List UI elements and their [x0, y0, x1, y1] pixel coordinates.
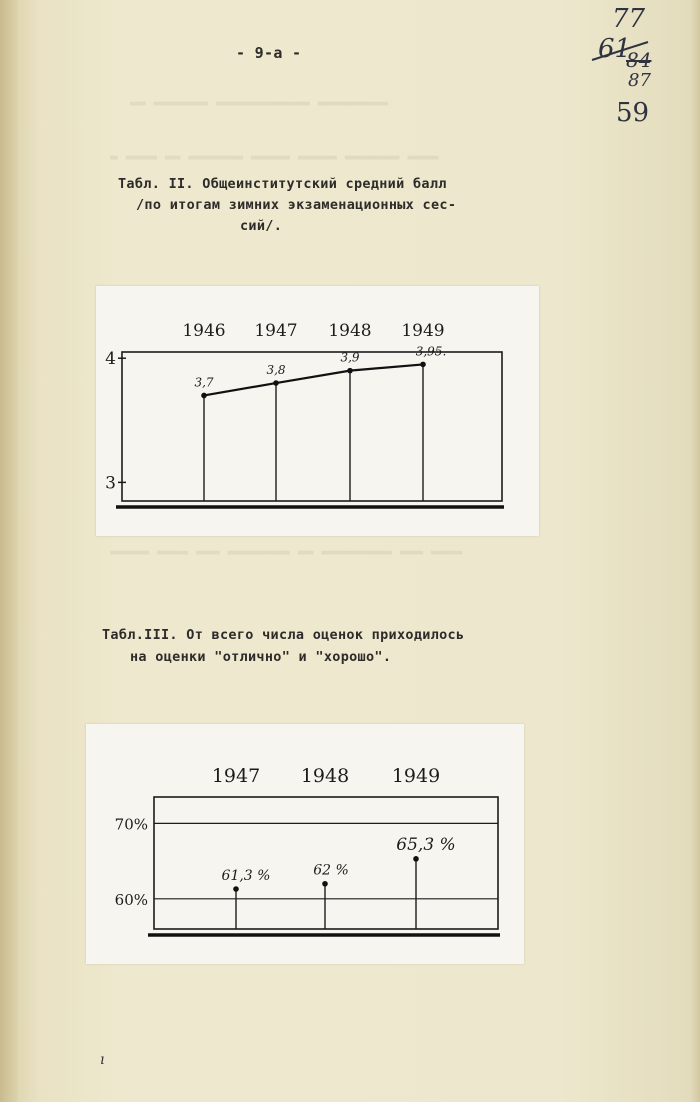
x-category-label: 1948: [300, 765, 350, 787]
show-through-text: ▬ ▬▬▬▬ ▬▬ ▬▬▬▬▬▬▬ ▬▬▬▬▬ ▬▬▬▬▬ ▬▬▬▬▬▬▬ ▬▬▬▬: [110, 150, 439, 165]
fraction-stroke: [590, 38, 650, 68]
x-category-label: 1949: [391, 765, 441, 787]
table2-caption-line2: /по итогам зимних экзаменационных сес-: [136, 197, 457, 213]
value-point-1948: [322, 881, 328, 887]
chart-excellent-good-share: [86, 724, 524, 964]
x-category-label: 1948: [328, 321, 372, 341]
binding-edge: [0, 0, 18, 1102]
data-label-1946: 3,7: [194, 375, 214, 390]
chart-frame: [122, 352, 502, 501]
archive-mark-middle: 61: [598, 34, 632, 64]
archive-mark-lower: 87: [628, 70, 651, 91]
x-category-label: 1946: [182, 321, 226, 341]
y-tick-label: 60%: [114, 890, 148, 909]
archive-sheet-number: 59: [616, 98, 650, 128]
data-label-1948: 62 %: [313, 862, 349, 879]
chart-excellent-good-share-svg: [86, 724, 524, 964]
table2-caption-line1: Табл. II. Общеинститутский средний балл: [118, 176, 447, 192]
show-through-text: ▬▬▬▬▬ ▬▬▬▬ ▬▬▬ ▬▬▬▬▬▬▬▬ ▬▬ ▬▬▬▬▬▬▬▬▬ ▬▬▬ ▬▬▬▬: [110, 545, 463, 560]
data-label-1949: 3,95.: [415, 344, 447, 359]
y-tick-label: 70%: [114, 815, 148, 834]
x-category-label: 1947: [211, 765, 261, 787]
x-category-label: 1949: [401, 321, 445, 341]
data-label-1948: 3,9: [340, 350, 360, 365]
data-label-1947: 61,3 %: [221, 868, 271, 885]
page-number: - 9-а -: [236, 44, 302, 62]
data-label-1949: 65,3 %: [396, 834, 456, 855]
chart-average-score-svg: [96, 286, 539, 536]
value-point-1949: [413, 856, 419, 862]
y-tick-label: 4: [105, 349, 116, 370]
show-through-text: ▬▬ ▬▬▬▬▬▬▬ ▬▬▬▬▬▬▬▬▬▬▬▬ ▬▬▬▬▬▬▬▬▬: [130, 96, 389, 111]
value-point-1947: [233, 886, 239, 892]
trend-line: [204, 364, 423, 395]
table2-caption-line3: сий/.: [240, 218, 283, 234]
data-label-1947: 3,8: [266, 363, 286, 378]
archive-mark-top: 77: [612, 4, 646, 34]
edge-mark: ı: [100, 1052, 105, 1068]
x-category-label: 1947: [254, 321, 298, 341]
table3-caption-line1: Табл.III. От всего числа оценок приходилось: [102, 627, 465, 643]
archive-mark-struck: 84: [626, 48, 652, 72]
y-tick-label: 3: [105, 473, 116, 494]
chart-average-score: [96, 286, 539, 536]
table3-caption-line2: на оценки "отлично" и "хорошо".: [130, 649, 392, 665]
